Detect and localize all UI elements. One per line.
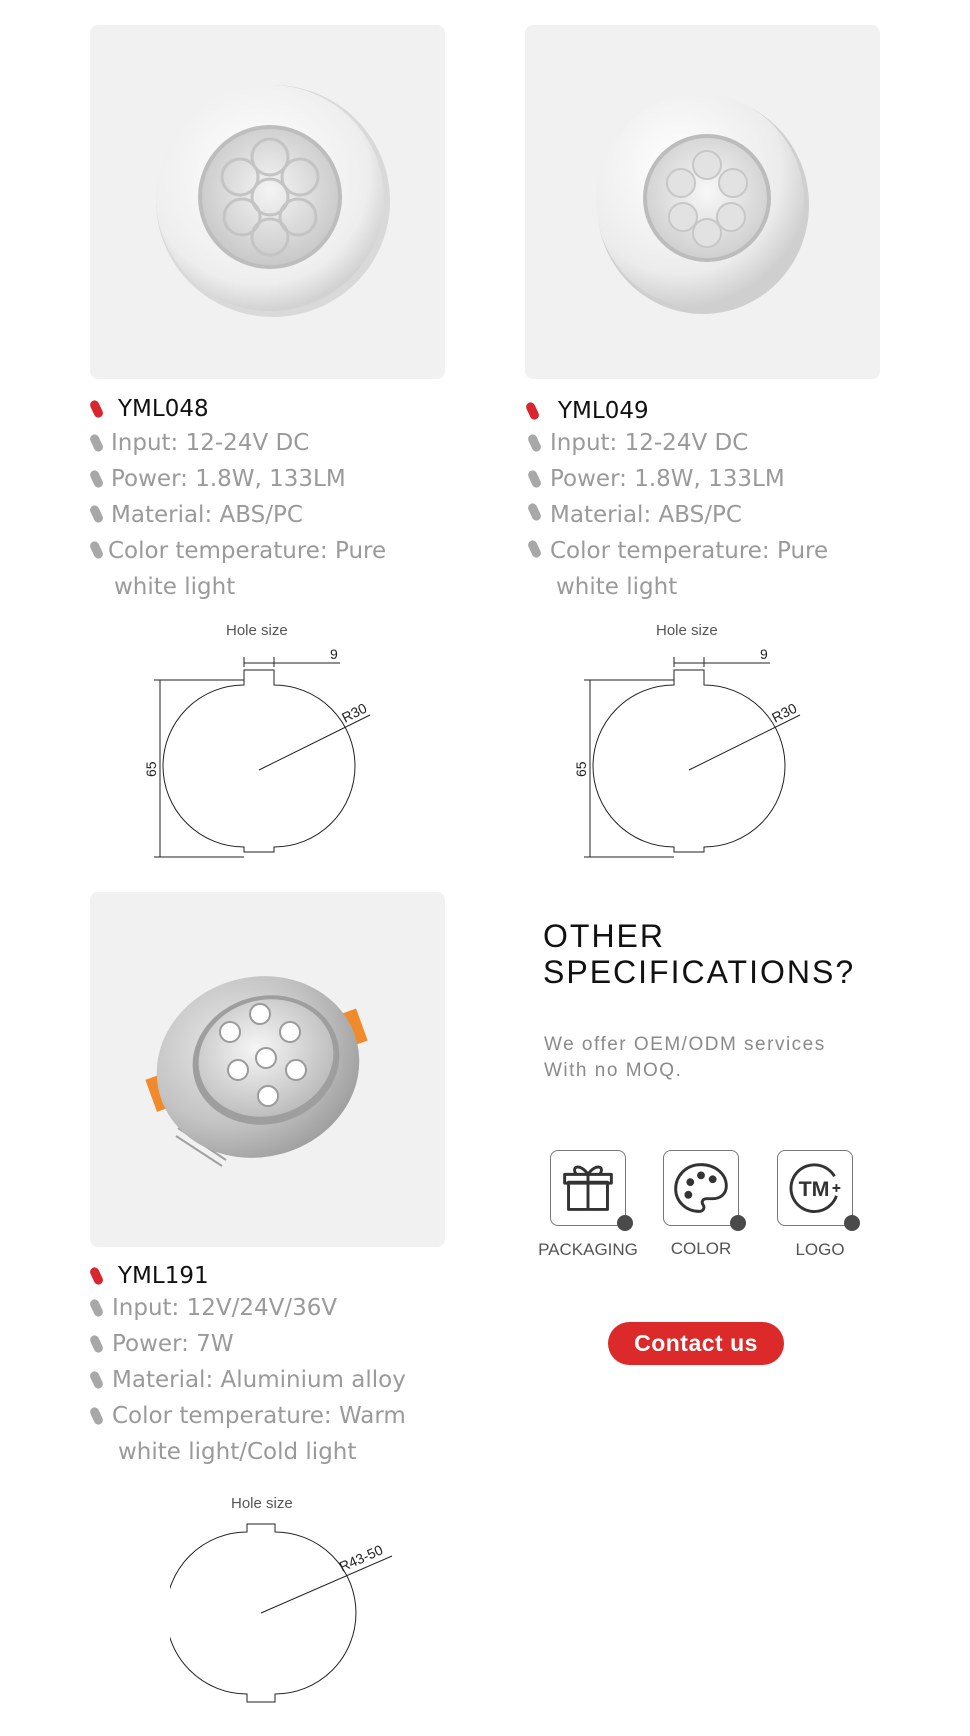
tm-glyph: TM <box>798 1176 830 1201</box>
heading-line-2: SPECIFICATIONS? <box>543 954 856 990</box>
spec-input: Input: 12V/24V/36V <box>112 1295 338 1321</box>
product-photo-yml048 <box>90 25 445 379</box>
color-label: COLOR <box>670 1239 732 1258</box>
spec-color-temperature: Color temperature: Pure <box>108 538 387 564</box>
downlight-white-image <box>90 25 445 379</box>
bullet-red-icon <box>525 401 541 421</box>
logo-label: LOGO <box>795 1240 845 1259</box>
bullet-gray-icon <box>89 1370 105 1390</box>
bullet-gray-icon <box>89 504 105 524</box>
bullet-gray-icon <box>89 1298 105 1318</box>
hole-width-label: 9 <box>330 646 338 662</box>
spec-material: Material: ABS/PC <box>111 502 303 528</box>
bullet-gray-icon <box>89 469 105 489</box>
trademark-icon <box>778 1151 852 1225</box>
option-dot <box>730 1215 746 1231</box>
spec-color-temperature: Color temperature: Pure <box>550 538 829 564</box>
bullet-gray-icon <box>527 469 543 489</box>
spec-color-temperature: Color temperature: Warm <box>112 1403 406 1429</box>
bullet-gray-icon <box>527 539 543 559</box>
spec-power: Power: 1.8W, 133LM <box>111 466 346 492</box>
option-dot <box>844 1215 860 1231</box>
packaging-label: PACKAGING <box>538 1240 638 1259</box>
downlight-white-image <box>525 25 880 379</box>
hole-size-diagram <box>140 645 400 865</box>
spec-input: Input: 12-24V DC <box>111 430 310 456</box>
spec-color-temperature-cont: white light <box>556 574 678 600</box>
contact-us-button[interactable]: Contact us <box>608 1322 784 1365</box>
hole-size-diagram <box>170 1520 410 1710</box>
hole-size-label: Hole size <box>226 622 288 639</box>
other-specs-heading <box>543 918 855 990</box>
spec-color-temperature-cont: white light/Cold light <box>118 1439 357 1465</box>
hole-radius-label: R30 <box>339 699 370 726</box>
heading-line-1: OTHER <box>543 918 665 954</box>
color-option[interactable] <box>663 1150 739 1226</box>
option-dot <box>617 1215 633 1231</box>
hole-height-label: 65 <box>573 761 589 777</box>
bullet-red-icon <box>89 399 105 419</box>
bullet-gray-icon <box>89 433 105 453</box>
logo-option[interactable] <box>777 1150 853 1226</box>
bullet-gray-icon <box>527 433 543 453</box>
product-model: YML049 <box>558 398 649 424</box>
bullet-red-icon <box>89 1266 105 1286</box>
spec-material: Material: ABS/PC <box>550 502 742 528</box>
spec-power: Power: 7W <box>112 1331 234 1357</box>
hole-radius-label: R30 <box>769 699 800 726</box>
palette-icon <box>664 1151 738 1225</box>
packaging-option[interactable] <box>550 1150 626 1226</box>
hole-width-label: 9 <box>760 646 768 662</box>
oem-odm-text: We offer OEM/ODM services <box>544 1034 826 1055</box>
hole-size-label: Hole size <box>231 1495 293 1512</box>
no-moq-text: With no MOQ. <box>544 1060 683 1081</box>
gift-icon <box>551 1151 625 1225</box>
spec-color-temperature-cont: white light <box>114 574 236 600</box>
product-photo-yml049 <box>525 25 880 379</box>
product-photo-yml191 <box>90 892 445 1247</box>
spec-material: Material: Aluminium alloy <box>112 1367 406 1393</box>
hole-size-diagram <box>570 645 830 865</box>
bullet-gray-icon <box>89 1406 105 1426</box>
product-model: YML191 <box>118 1263 209 1289</box>
spec-power: Power: 1.8W, 133LM <box>550 466 785 492</box>
downlight-aluminium-image <box>90 892 445 1247</box>
spec-input: Input: 12-24V DC <box>550 430 749 456</box>
hole-size-label: Hole size <box>656 622 718 639</box>
product-model: YML048 <box>118 396 209 422</box>
bullet-gray-icon <box>89 540 105 560</box>
hole-height-label: 65 <box>143 761 159 777</box>
hole-radius-label: R43-50 <box>336 1541 386 1575</box>
bullet-gray-icon <box>527 502 543 522</box>
bullet-gray-icon <box>89 1334 105 1354</box>
